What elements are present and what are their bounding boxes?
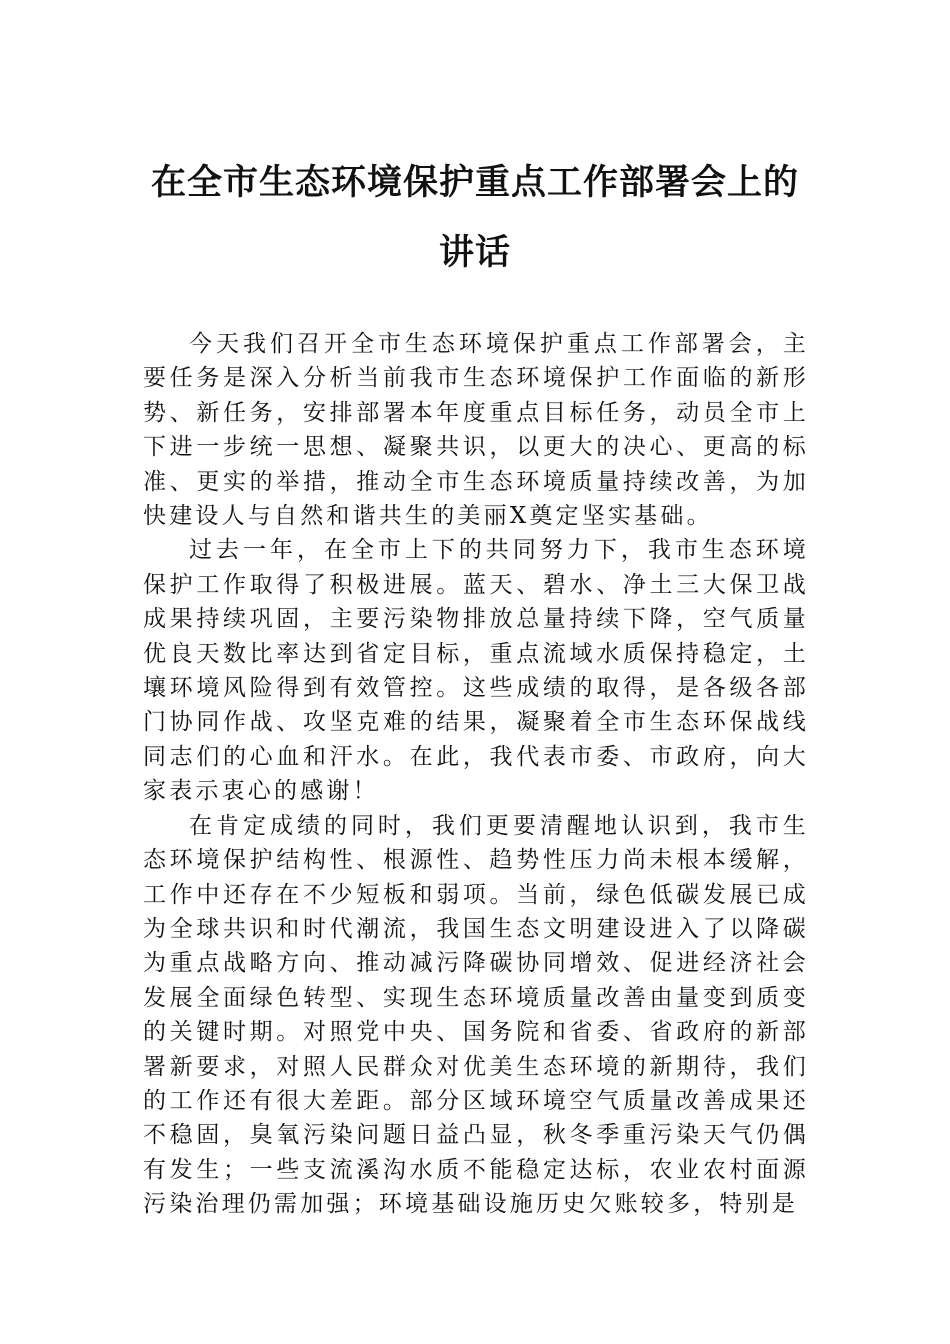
paragraph-1: 今天我们召开全市生态环境保护重点工作部署会，主要任务是深入分析当前我市生态环境保护工作面临的新形势、新任务，安排部署本年度重点目标任务，动员全市上下进一步统一思想、凝聚共识，以更大的决心、更高的标准、更实的举措，推动全市生态环境质量持续改善，为加快建设人与自然和谐共生的美丽X奠定坚实基础。 <box>143 331 809 530</box>
document-body <box>143 327 809 1222</box>
document-title-line-2: 讲话 <box>438 232 511 273</box>
document-title-line-1: 在全市生态环境保护重点工作部署会上的 <box>150 162 799 203</box>
paragraph-2: 过去一年，在全市上下的共同努力下，我市生态环境保护工作取得了积极进展。蓝天、碧水、净土三大保卫战成果持续巩固，主要污染物排放总量持续下降，空气质量优良天数比率达到省定目标，重点流域水质保持稳定，土壤环境风险得到有效管控。这些成绩的取得，是各级各部门协同作战、攻坚克难的结果，凝聚着全市生态环保战线同志们的心血和汗水。在此，我代表市委、市政府，向大家表示衷心的感谢！ <box>143 537 809 805</box>
paragraph-3: 在肯定成绩的同时，我们更要清醒地认识到，我市生态环境保护结构性、根源性、趋势性压力尚未根本缓解，工作中还存在不少短板和弱项。当前，绿色低碳发展已成为全球共识和时代潮流，我国生态文明建设进入了以降碳为重点战略方向、推动减污降碳协同增效、促进经济社会发展全面绿色转型、实现生态环境质量改善由量变到质变的关键时期。对照党中央、国务院和省委、省政府的新部署新要求，对照人民群众对优美生态环境的新期待，我们的工作还有很大差距。部分区域环境空气质量改善成果还不稳固，臭氧污染问题日益凸显，秋冬季重污染天气仍偶有发生；一些支流溪沟水质不能稳定达标，农业农村面源污染治理仍需加强；环境基础设施历史欠账较多，特别是 <box>143 812 809 1218</box>
